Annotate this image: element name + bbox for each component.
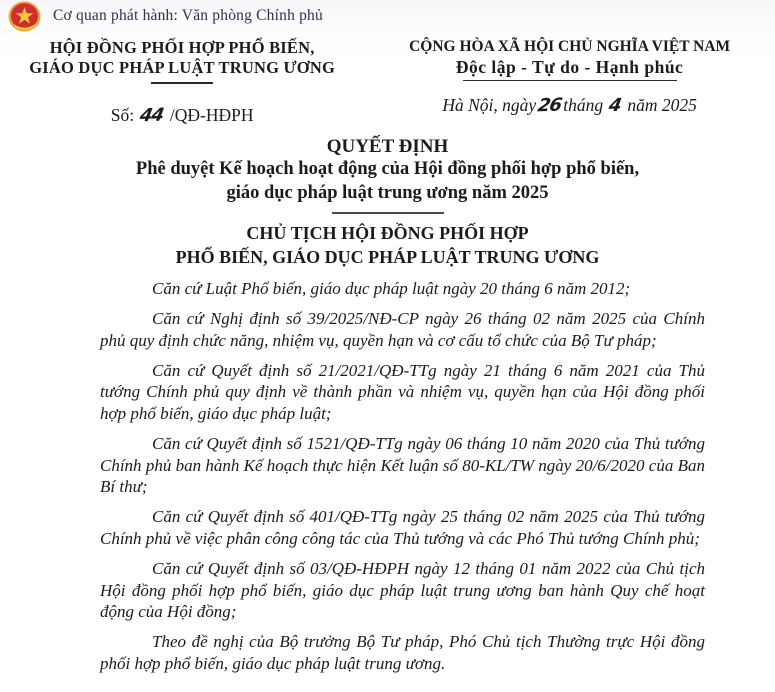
legal-basis-section xyxy=(0,269,775,675)
legal-basis-paragraph: Căn cứ Luật Phổ biến, giáo dục pháp luật ngày 20 tháng 6 năm 2012; xyxy=(152,279,631,298)
document-number-suffix: /QĐ-HĐPH xyxy=(169,105,254,125)
council-underline xyxy=(151,82,213,84)
legal-basis-paragraph: Căn cứ Nghị định số 39/2025/NĐ-CP ngày 26 tháng 02 năm 2025 của Chính phủ quy định chức năng, nhiệm vụ, quyền hạn và cơ cấu tổ chức của Bộ Tư pháp; xyxy=(100,309,705,350)
document-number-prefix: Số: xyxy=(110,105,135,125)
national-name-line: CỘNG HÒA XÃ HỘI CHỦ NGHĨA VIỆT NAM xyxy=(409,38,731,55)
legal-basis-paragraph: Căn cứ Quyết định số 03/QĐ-HĐPH ngày 12 tháng 01 năm 2022 của Chủ tịch Hội đồng phối hợp phổ biến, giáo dục pháp luật trung ương ban hành Quy chế hoạt động của Hội đồng; xyxy=(100,559,705,622)
document-number-handwritten: 44 xyxy=(138,104,166,127)
title-divider xyxy=(332,212,444,214)
authority-heading-line2: PHỔ BIẾN, GIÁO DỤC PHÁP LUẬT TRUNG ƯƠNG xyxy=(175,246,600,267)
issue-date-prefix: Hà Nội, ngày xyxy=(442,95,537,115)
decision-title: QUYẾT ĐỊNH xyxy=(326,136,449,157)
vietnam-national-emblem-icon xyxy=(8,1,41,32)
council-name-line2: GIÁO DỤC PHÁP LUẬT TRUNG ƯƠNG xyxy=(29,57,335,77)
legal-basis-paragraph: Căn cứ Quyết định số 1521/QĐ-TTg ngày 06 tháng 10 năm 2020 của Thủ tướng Chính phủ ban hành Kế hoạch thực hiện Kết luận số 80-KL/TW ngày 20/6/2020 của Ban Bí thư; xyxy=(100,434,705,497)
national-motto-line: Độc lập - Tự do - Hạnh phúc xyxy=(455,57,684,77)
issue-date xyxy=(364,95,775,116)
national-header-block xyxy=(364,38,775,126)
decision-subtitle-line1: Phê duyệt Kế hoạch hoạt động của Hội đồng phối hợp phổ biến, xyxy=(135,159,640,179)
authority-heading xyxy=(0,222,775,269)
issue-date-mid: tháng xyxy=(563,95,604,115)
issuing-agency-label: Cơ quan phát hành: Văn phòng Chính phủ xyxy=(53,7,323,24)
document-number xyxy=(0,105,364,126)
issue-date-suffix: năm 2025 xyxy=(627,95,697,115)
legal-basis-paragraph: Căn cứ Quyết định số 401/QĐ-TTg ngày 25 tháng 02 năm 2025 của Thủ tướng Chính phủ về việc phân công công tác của Thủ tướng và các Phó Thủ tướng Chính phủ; xyxy=(100,507,705,548)
decision-subtitle-line2: giáo dục pháp luật trung ương năm 2025 xyxy=(226,182,549,203)
authority-heading-line1: CHỦ TỊCH HỘI ĐỒNG PHỐI HỢP xyxy=(246,223,529,243)
issuing-council-block xyxy=(0,38,364,126)
document-header xyxy=(0,38,775,126)
motto-underline xyxy=(463,80,677,81)
issuing-agency-bar xyxy=(0,0,775,32)
legal-basis-paragraph: Căn cứ Quyết định số 21/2021/QĐ-TTg ngày 21 tháng 6 năm 2021 của Thủ tướng Chính phủ quy định về thành phần và nhiệm vụ, quyền hạn của Hội đồng phối hợp phổ biến, giáo dục pháp luật; xyxy=(100,360,705,423)
decision-title-block xyxy=(0,135,775,205)
issue-date-month-handwritten: 4 xyxy=(607,94,623,117)
council-name-line1: HỘI ĐỒNG PHỐI HỢP PHỔ BIẾN, xyxy=(49,38,315,57)
issue-date-day-handwritten: 26 xyxy=(536,94,564,117)
closing-proposal-paragraph: Theo đề nghị của Bộ trưởng Bộ Tư pháp, Phó Chủ tịch Thường trực Hội đồng phối hợp phổ biến, giáo dục pháp luật trung ương. xyxy=(100,632,705,673)
